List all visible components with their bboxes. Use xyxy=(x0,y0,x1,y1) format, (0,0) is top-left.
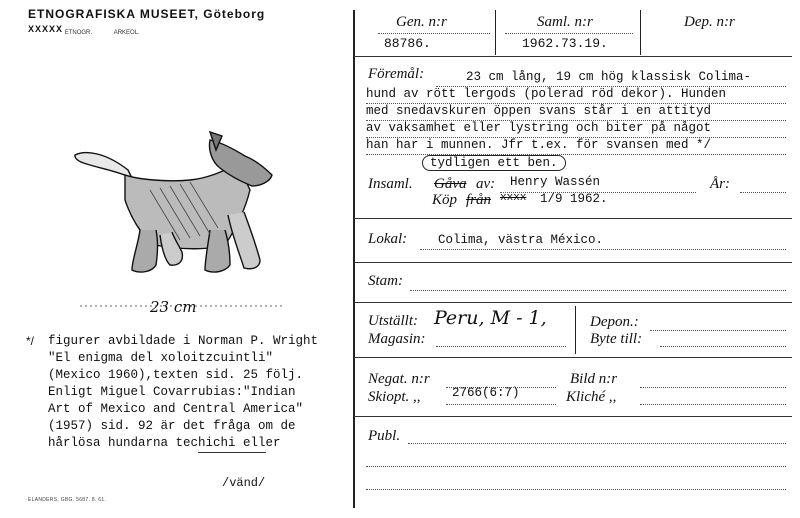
foremal-line-1: 23 cm lång, 19 cm hög klassisk Colima- xyxy=(466,70,752,84)
note-line-2: "El enigma del xoloitzcuintli" xyxy=(48,351,274,365)
av-value: Henry Wassén xyxy=(510,175,601,189)
note-line-5: Art of Mexico and Central America" xyxy=(48,402,304,416)
cliche-dots xyxy=(640,404,786,405)
museum-name: ETNOGRAFISKA MUSEET, Göteborg xyxy=(28,7,266,21)
note-line-6: (1957) sid. 92 är det fråga om de xyxy=(48,419,296,433)
gava-struck: Gåva xyxy=(434,176,467,192)
dog-figurine-sketch xyxy=(60,120,300,320)
note-line-1: figurer avbildade i Norman P. Wright xyxy=(48,334,319,348)
stam-bottom-rule xyxy=(354,302,792,303)
skiopt-dots xyxy=(446,404,556,405)
kop-date: 1/9 1962. xyxy=(540,192,608,206)
header-bottom-rule xyxy=(354,56,792,57)
saml-nr-label: Saml. n:r xyxy=(537,14,593,30)
negat-label: Negat. n:r xyxy=(368,371,430,387)
bild-dots xyxy=(640,387,786,388)
cliche-label: Kliché ,, xyxy=(566,389,617,405)
note-line-3: (Mexico 1960),texten sid. 25 följ. xyxy=(48,368,304,382)
byte-label: Byte till: xyxy=(590,331,643,347)
lokal-dots xyxy=(420,249,786,250)
depon-dots xyxy=(650,330,786,331)
foremal-line-3: med snedavskuren öppen svans står i en attityd xyxy=(366,104,712,118)
negat-bottom-rule xyxy=(354,416,792,417)
bild-label: Bild n:r xyxy=(570,371,618,387)
byte-dots xyxy=(660,346,786,347)
magasin-dots xyxy=(436,346,566,347)
foremal-line-4: av vaksamhet eller lystring och biter på något xyxy=(366,121,712,135)
gen-nr-label: Gen. n:r xyxy=(396,14,447,30)
note-line-4: Enligt Miguel Covarrubias:"Indian xyxy=(48,385,296,399)
stam-label: Stam: xyxy=(368,273,403,289)
magasin-label: Magasin: xyxy=(368,331,426,347)
stam-dots xyxy=(410,290,786,291)
note-mark: */ xyxy=(26,334,35,348)
card-divider xyxy=(353,10,355,508)
skiopt-label: Skiopt. ,, xyxy=(368,389,421,405)
fran-struck: från xyxy=(466,192,492,208)
depon-label: Depon.: xyxy=(590,314,639,330)
utstallt-value: Peru, M - 1, xyxy=(434,307,547,329)
utstallt-bottom-rule xyxy=(354,357,792,358)
note-line-7: hårlösa hundarna techichi eller xyxy=(48,436,281,450)
dep-nr-label: Dep. n:r xyxy=(684,14,735,30)
storage-divider xyxy=(575,306,576,354)
header-divider-1 xyxy=(495,10,496,55)
utstallt-label: Utställt: xyxy=(368,313,419,329)
department-line xyxy=(28,26,140,36)
gen-nr-dots xyxy=(378,33,490,34)
ar-label: År: xyxy=(710,176,730,192)
insaml-label: Insaml. xyxy=(368,176,413,192)
saml-nr-dots xyxy=(505,33,633,34)
lokal-value: Colima, västra México. xyxy=(438,233,604,247)
foremal-line-2: hund av rött lergods (polerad röd dekor). Hunden xyxy=(366,87,727,101)
scale-label: 23 cm xyxy=(150,298,197,316)
turn-over-note: /vänd/ xyxy=(222,476,266,490)
header-divider-2 xyxy=(640,10,641,55)
printer-imprint: ELANDERS, GBG. 5687. 8. 61. xyxy=(28,497,107,503)
publ-dots-2 xyxy=(366,466,786,467)
publ-dots-3 xyxy=(366,489,786,490)
lokal-label: Lokal: xyxy=(368,231,408,247)
ar-dots xyxy=(740,192,786,193)
kop-struck-marks: xxxx xyxy=(500,192,527,204)
insaml-bottom-rule xyxy=(354,218,792,219)
publ-label: Publ. xyxy=(368,428,401,444)
underline-techichi xyxy=(198,452,266,453)
kop-label: Köp xyxy=(432,192,458,208)
av-label: av: xyxy=(476,176,496,192)
department-archaeology: ARKEOL. xyxy=(113,30,140,36)
department-ethnography: ETNOGR. xyxy=(64,30,93,36)
lokal-bottom-rule xyxy=(354,262,792,263)
foremal-line-5: han har i munnen. Jfr t.ex. för svansen med */ xyxy=(366,138,712,152)
circled-note: tydligen ett ben. xyxy=(422,155,566,171)
gen-nr-value: 88786. xyxy=(384,36,431,51)
foremal-label: Föremål: xyxy=(368,66,425,82)
saml-nr-value: 1962.73.19. xyxy=(522,36,608,51)
publ-dots-1 xyxy=(408,443,786,444)
struck-department: XXXXX xyxy=(28,24,64,34)
skiopt-value: 2766(6:7) xyxy=(452,386,520,400)
